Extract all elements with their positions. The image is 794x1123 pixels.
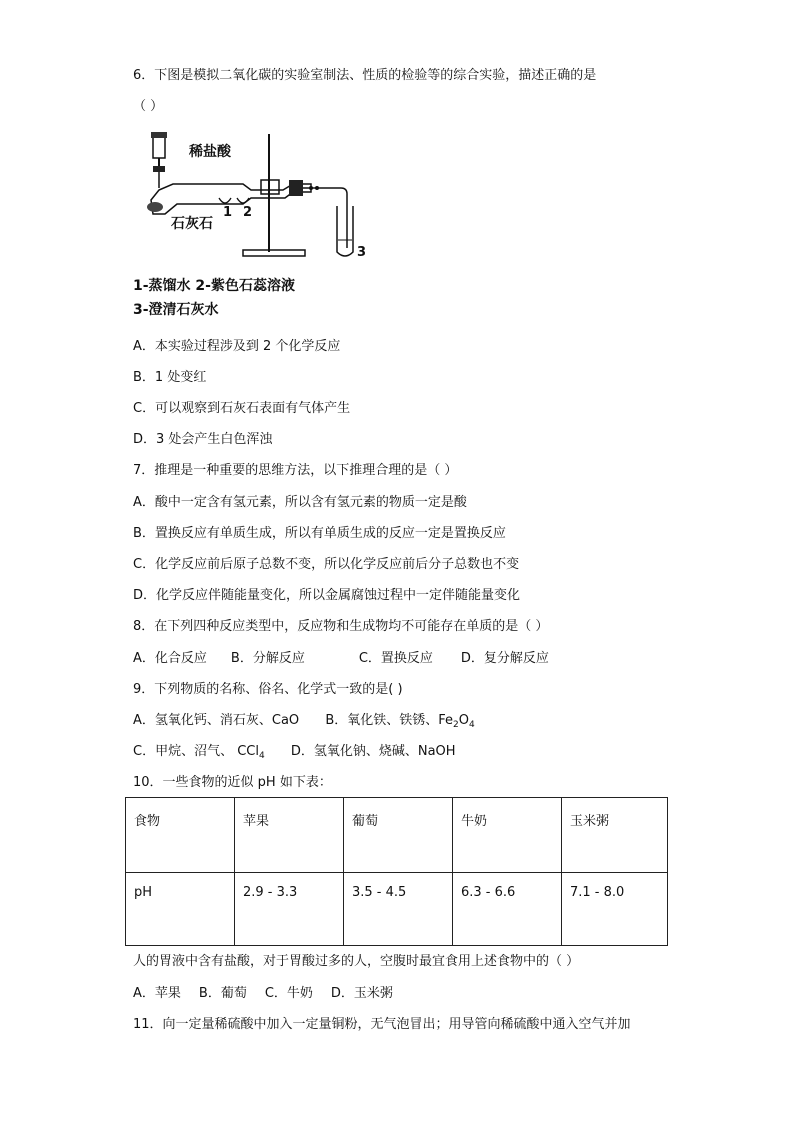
- co2-apparatus-diagram: [133, 128, 373, 264]
- q8-option-d: D．复分解反应: [460, 651, 549, 666]
- q6-option-d: D．3 处会产生白色浑浊: [133, 432, 273, 447]
- q9-option-c: C．甲烷、沼气、 CCl4: [133, 744, 265, 761]
- q8-stem: 8．在下列四种反应类型中，反应物和生成物均不可能存在单质的是（ ）: [133, 619, 549, 634]
- stand-base: [243, 250, 305, 256]
- q10-follow: 人的胃液中含有盐酸，对于胃酸过多的人，空腹时最宜食用上述食物中的（ ）: [133, 954, 580, 969]
- test-tube-3: [337, 206, 353, 256]
- q9-options-cd: [133, 743, 456, 765]
- table-cell: 苹果: [235, 798, 344, 873]
- q10-option-c: C．牛奶: [264, 986, 313, 1001]
- label-acid: 稀盐酸: [189, 144, 231, 160]
- q7-stem: 7．推理是一种重要的思维方法，以下推理合理的是（ ）: [133, 463, 458, 478]
- q6-option-c: C．可以观察到石灰石表面有气体产生: [133, 401, 351, 416]
- table-cell: 食物: [126, 798, 235, 873]
- q9-options-ab: [133, 712, 475, 734]
- q8-option-c: C．置换反应: [358, 651, 433, 666]
- q10-stem: 10．一些食物的近似 pH 如下表：: [133, 775, 332, 790]
- well-2: [237, 198, 249, 203]
- label-2: 2: [243, 205, 253, 220]
- label-limestone: 石灰石: [171, 216, 213, 232]
- table-cell: 葡萄: [344, 798, 453, 873]
- well-1: [219, 198, 231, 203]
- funnel-stopper: [151, 132, 167, 138]
- q8-option-b: B．分解反应: [230, 651, 305, 666]
- table-row: [126, 873, 668, 946]
- table-cell: 2.9 - 3.3: [235, 873, 344, 946]
- q6-stem: 6．下图是模拟二氧化碳的实验室制法、性质的检验等的综合实验，描述正确的是: [133, 68, 597, 83]
- limestone: [147, 202, 163, 212]
- q8-options: [133, 650, 549, 668]
- q9-option-a: A．氢氧化钙、消石灰、CaO: [133, 713, 300, 728]
- q10-option-a: A．苹果: [133, 986, 181, 1001]
- q9-option-d: D．氢氧化钠、烧碱、NaOH: [290, 744, 456, 759]
- q10-option-d: D．玉米粥: [330, 986, 393, 1001]
- funnel-tap: [153, 166, 165, 172]
- q9-stem: 9．下列物质的名称、俗名、化学式一致的是( ): [133, 682, 403, 697]
- label-3: 3: [357, 245, 367, 260]
- q6-option-a: A．本实验过程涉及到 2 个化学反应: [133, 339, 341, 354]
- q7-option-c: C．化学反应前后原子总数不变，所以化学反应前后分子总数也不变: [133, 557, 520, 572]
- table-cell: pH: [126, 873, 235, 946]
- rubber-stopper: [289, 180, 303, 196]
- ph-table: [125, 797, 668, 946]
- delivery-tube: [303, 188, 347, 248]
- table-cell: 牛奶: [453, 798, 562, 873]
- table-cell: 3.5 - 4.5: [344, 873, 453, 946]
- q6-option-b: B．1 处变红: [133, 370, 207, 385]
- q6-paren: （ ）: [133, 99, 164, 114]
- q7-option-a: A．酸中一定含有氢元素，所以含有氢元素的物质一定是酸: [133, 495, 467, 510]
- table-cell: 6.3 - 6.6: [453, 873, 562, 946]
- q9-option-b: B．氧化铁、铁锈、Fe2O4: [325, 713, 475, 730]
- label-1: 1: [223, 205, 233, 220]
- q8-option-a: A．化合反应: [133, 651, 207, 666]
- q10-option-b: B．葡萄: [198, 986, 247, 1001]
- q6-legend-line2: 3-澄清石灰水: [133, 302, 219, 318]
- table-cell: 玉米粥: [562, 798, 668, 873]
- q10-options: [133, 985, 393, 1003]
- q7-option-d: D．化学反应伴随能量变化，所以金属腐蚀过程中一定伴随能量变化: [133, 588, 521, 603]
- q7-option-b: B．置换反应有单质生成，所以有单质生成的反应一定是置换反应: [133, 526, 506, 541]
- funnel-body: [153, 136, 165, 158]
- q11-stem: 11．向一定量稀硫酸中加入一定量铜粉，无气泡冒出；用导管向稀硫酸中通入空气并加: [133, 1017, 631, 1032]
- q6-legend-line1: 1-蒸馏水 2-紫色石蕊溶液: [133, 278, 295, 294]
- table-header-row: [126, 798, 668, 873]
- table-cell: 7.1 - 8.0: [562, 873, 668, 946]
